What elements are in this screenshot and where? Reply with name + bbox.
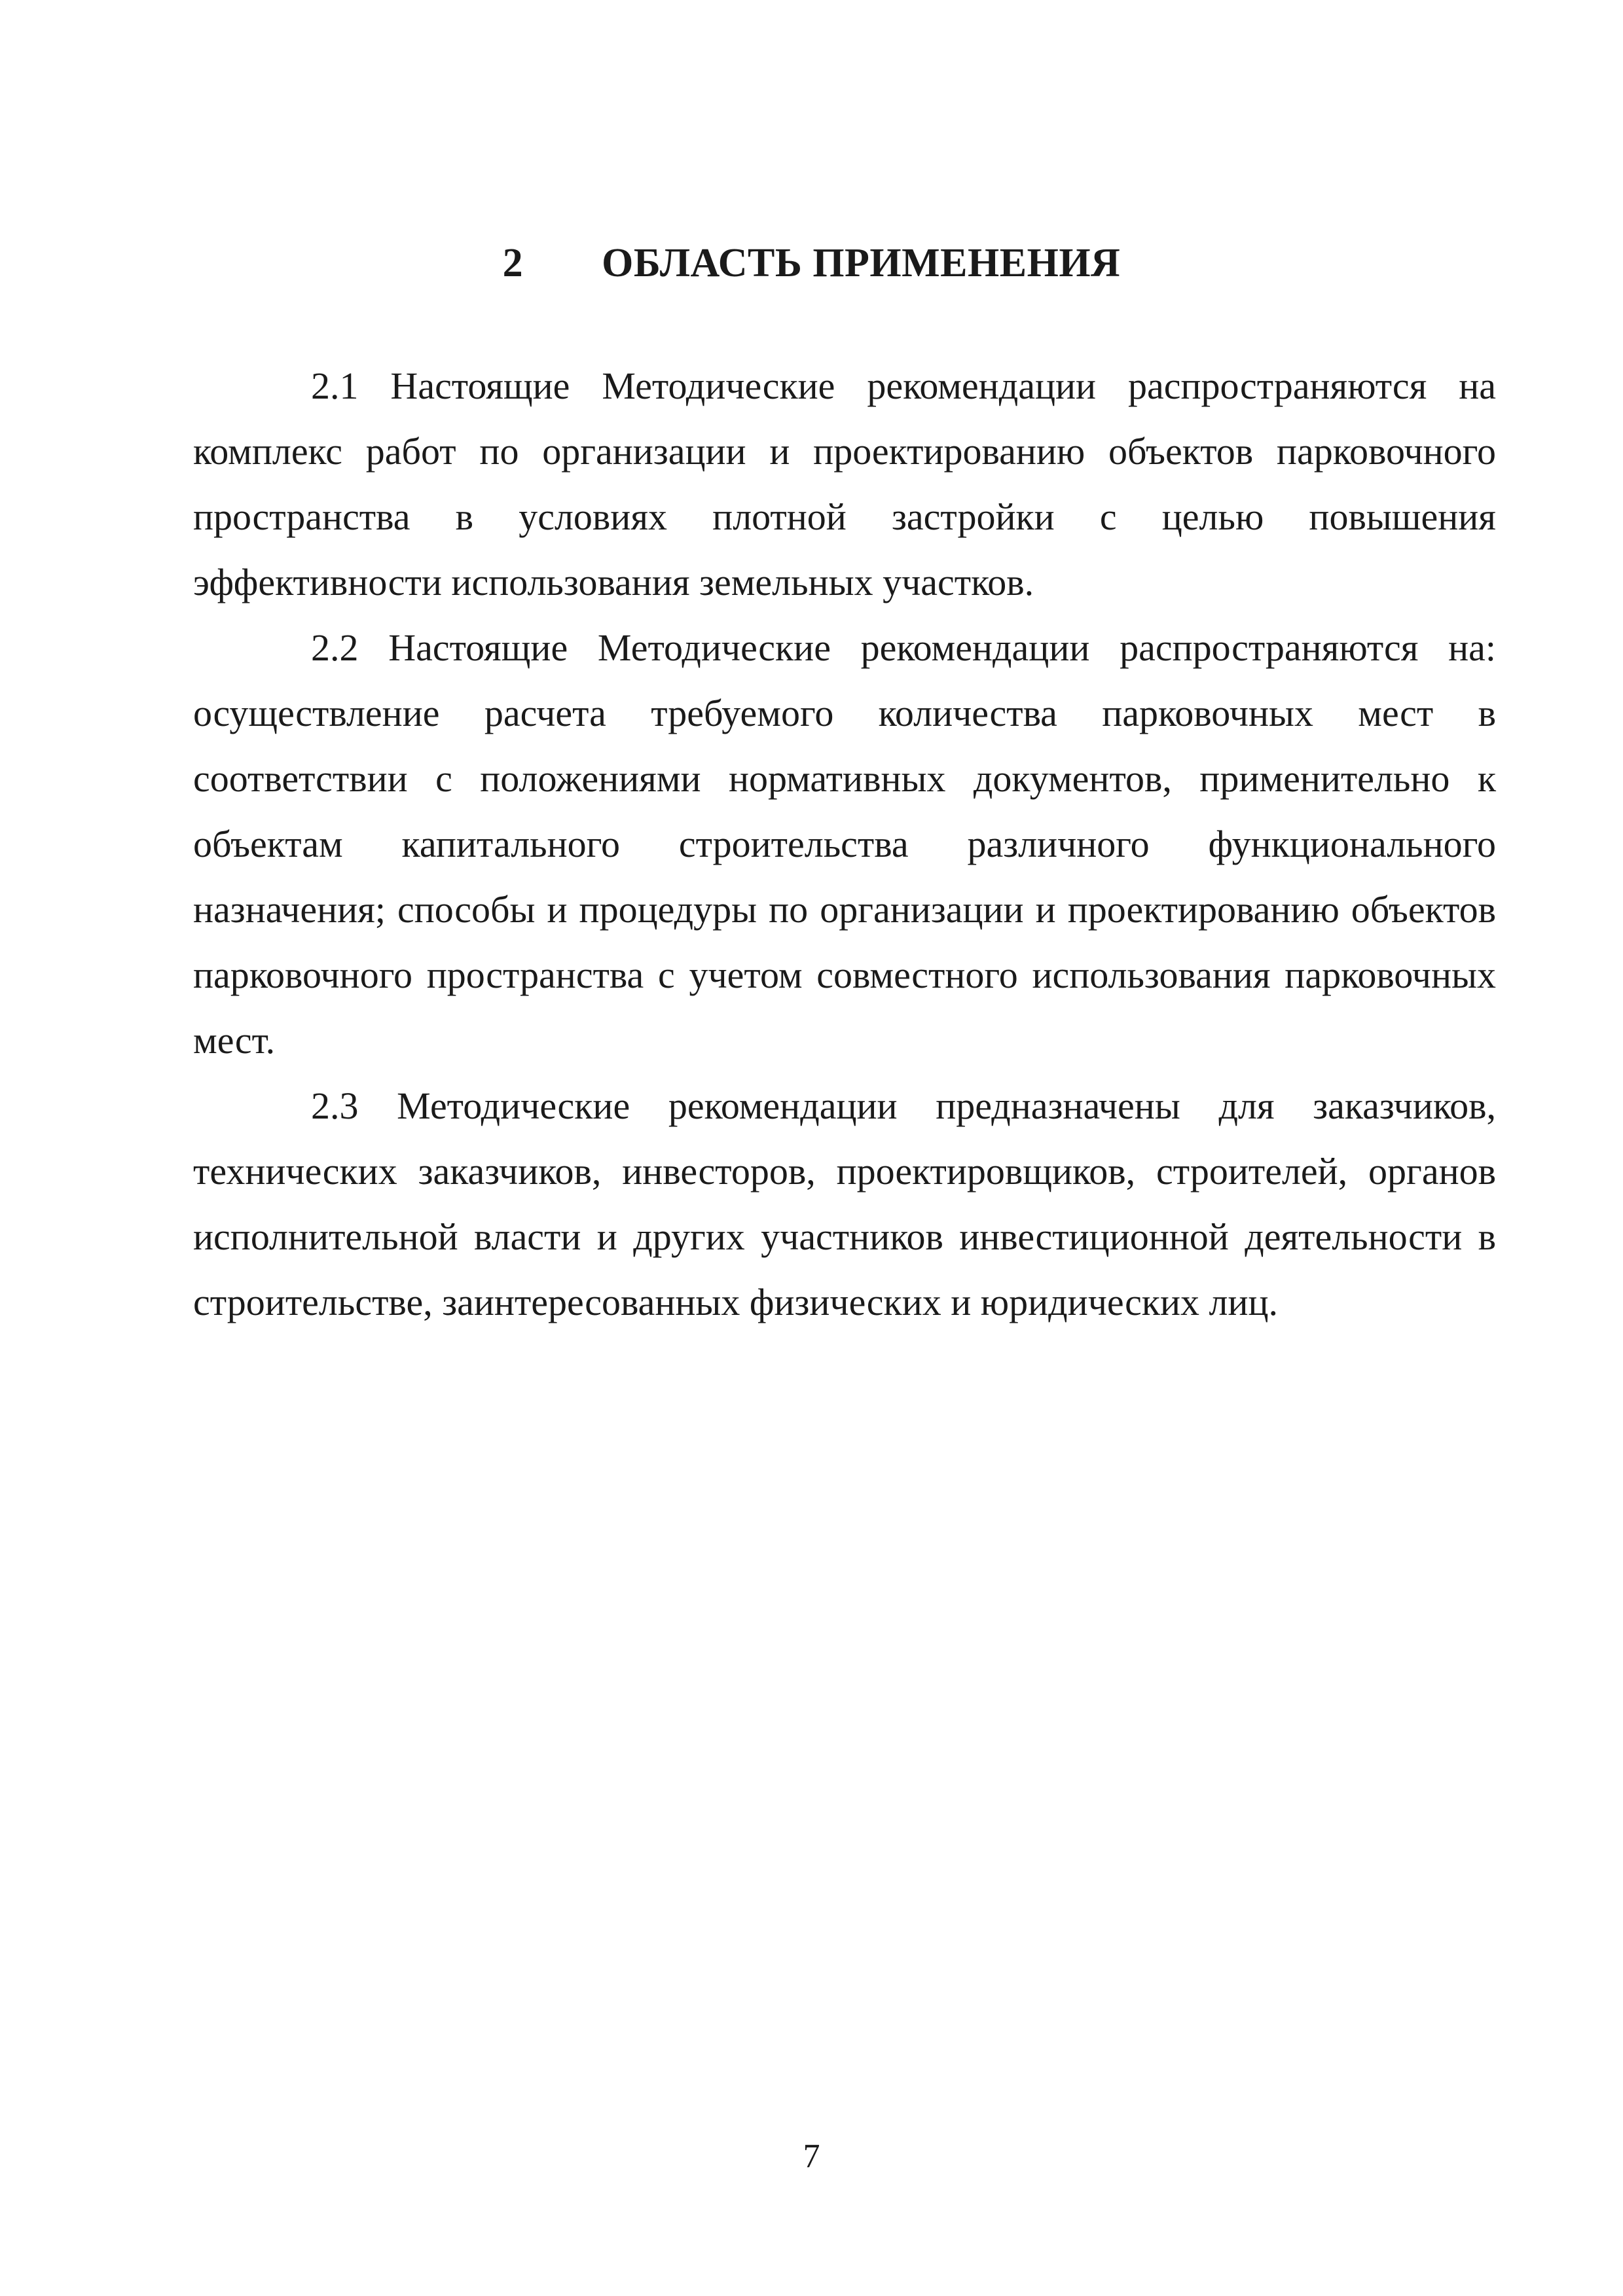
paragraph-2-1: 2.1 Настоящие Методические рекомендации распространяются на комплекс работ по организации и проектированию объектов парковочного пространства в условиях плотной застройки с целью повышения эффективности использования земельных участков. bbox=[193, 365, 1496, 603]
section-body bbox=[193, 353, 1496, 1335]
section-heading bbox=[0, 237, 1623, 289]
section-title: ОБЛАСТЬ ПРИМЕНЕНИЯ bbox=[602, 241, 1121, 285]
page-number: 7 bbox=[803, 2138, 820, 2175]
paragraph-2-3: 2.3 Методические рекомендации предназначены для заказчиков, технических заказчиков, инвесторов, проектировщиков, строителей, органов исполнительной власти и других участников инвестиционной деятельности в строительстве, заинтересованных физических и юридических лиц. bbox=[193, 1085, 1496, 1323]
paragraph-2-2: 2.2 Настоящие Методические рекомендации распространяются на: осуществление расчета требуемого количества парковочных мест в соответствии с положениями нормативных документов, применительно к объектам капитального строительства различного функционального назначения; способы и процедуры по организации и проектированию объектов парковочного пространства с учетом совместного использования парковочных мест. bbox=[193, 626, 1496, 1062]
section-number: 2 bbox=[502, 241, 524, 285]
